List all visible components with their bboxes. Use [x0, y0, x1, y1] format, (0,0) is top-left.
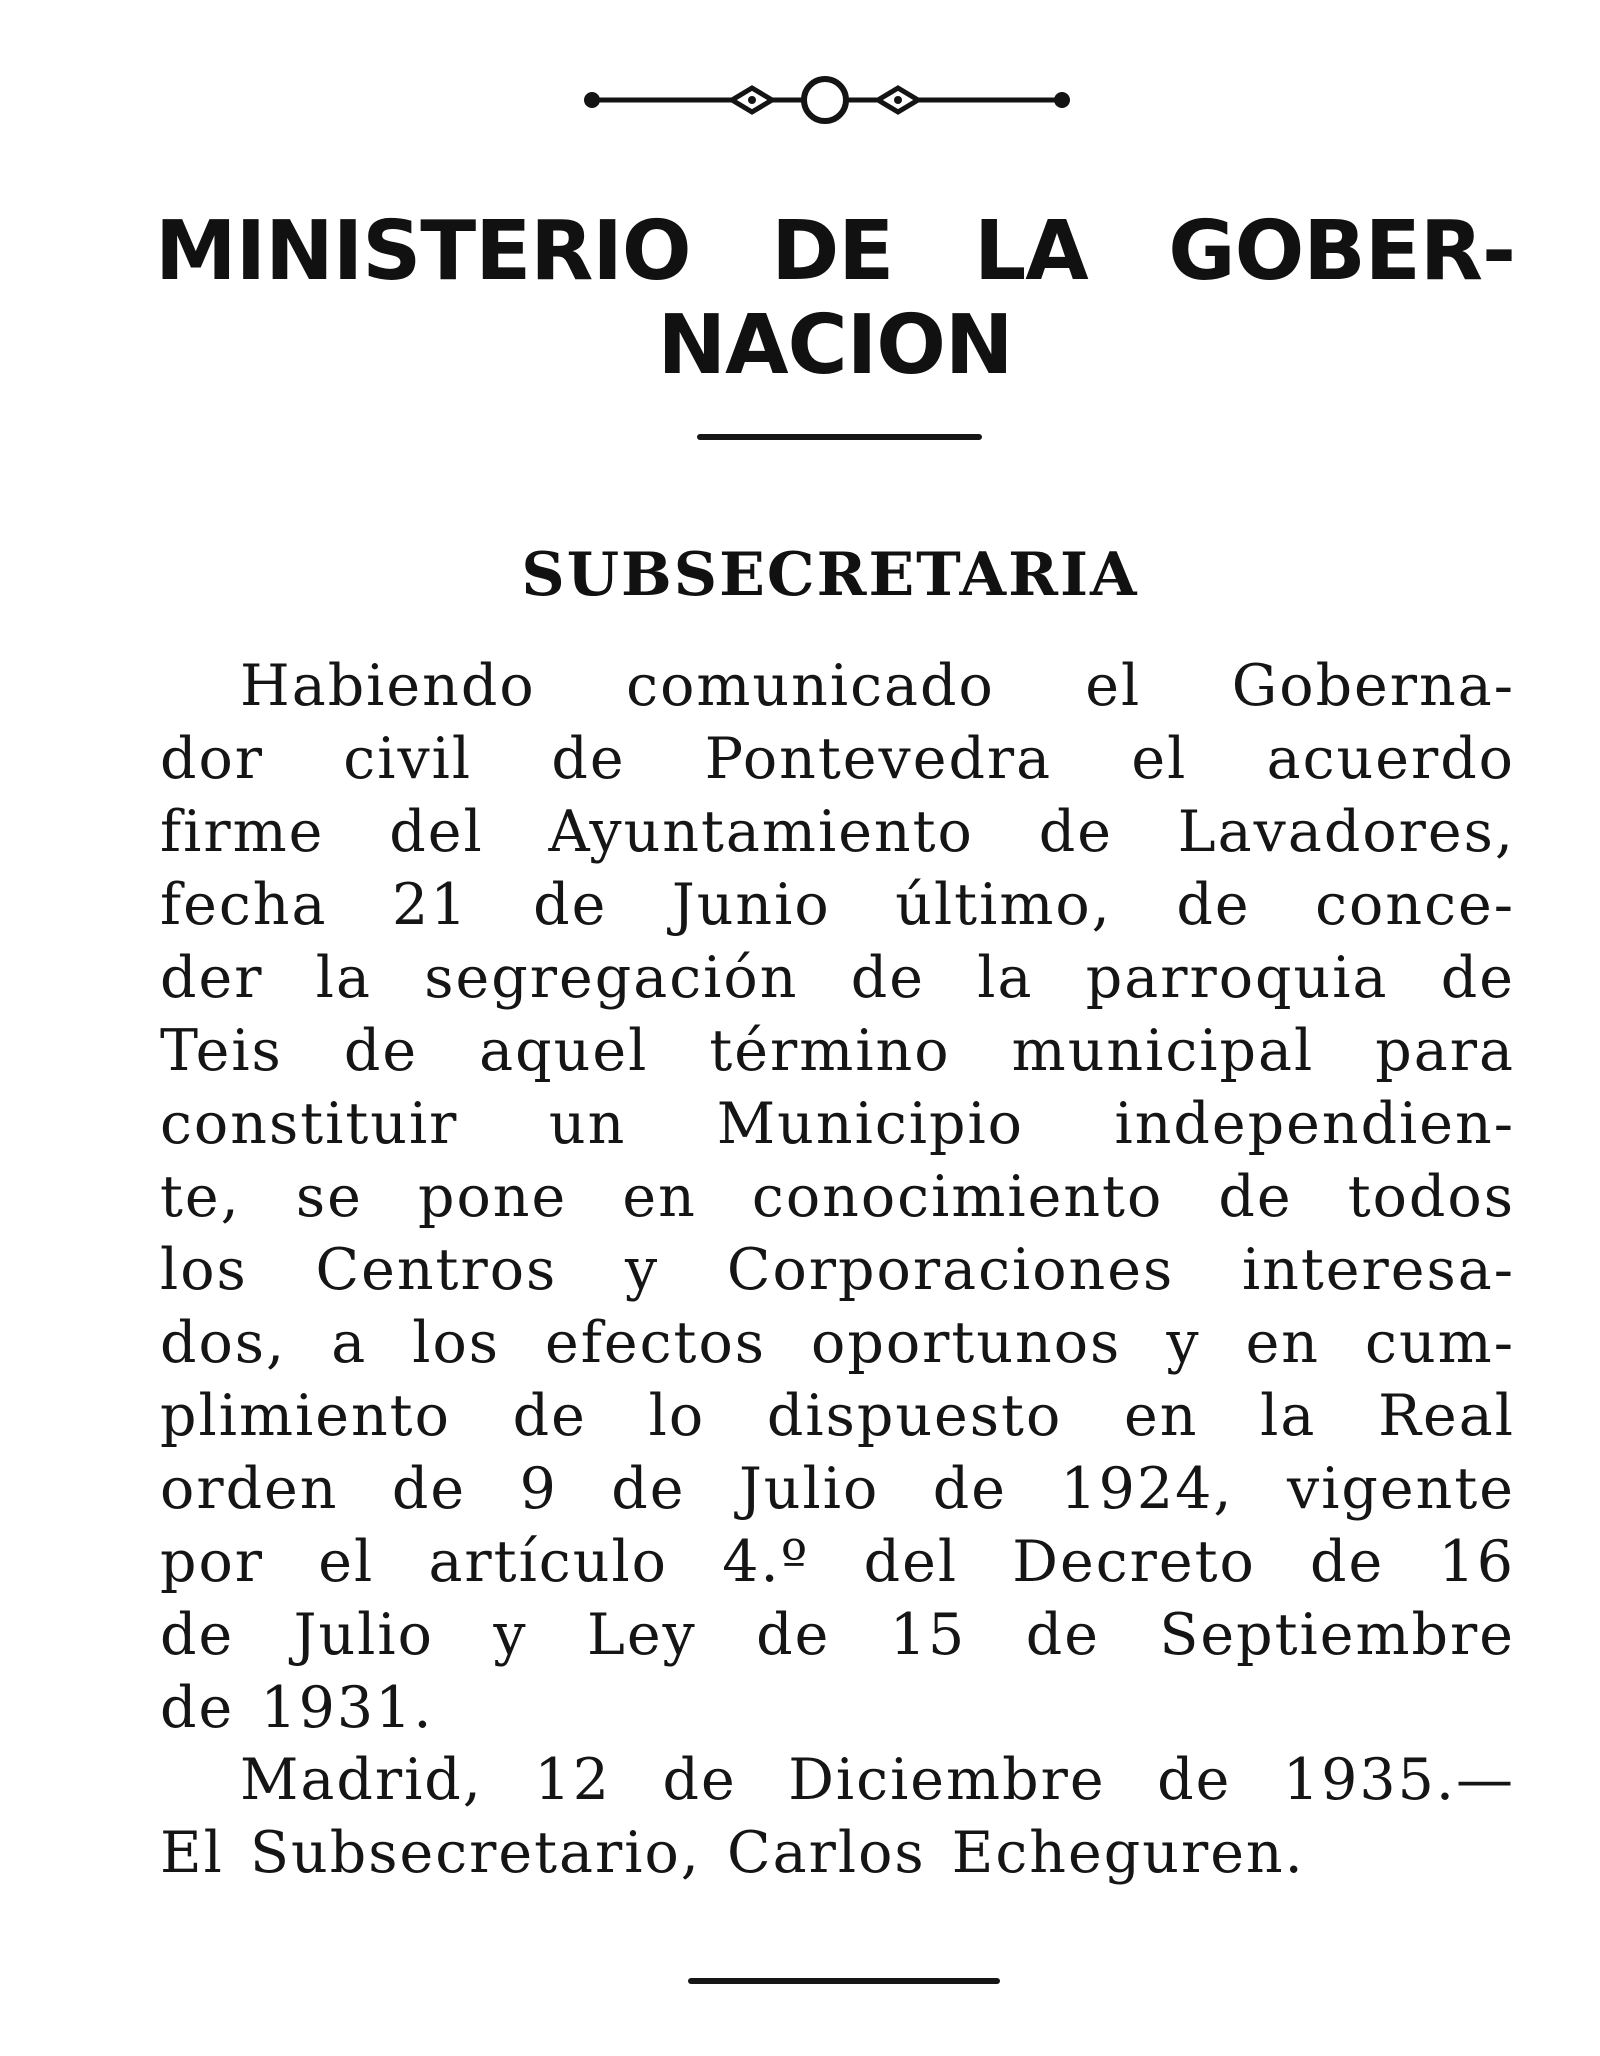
- ornament-divider-icon: [580, 72, 1100, 128]
- ministry-title-line-1: MINISTERIO DE LA GOBER-: [155, 204, 1515, 299]
- body-line: fecha 21 de Junio último, de conce-: [160, 872, 1515, 938]
- body-line: dor civil de Pontevedra el acuerdo: [160, 726, 1515, 792]
- body-line: constituir un Municipio independien-: [160, 1091, 1515, 1157]
- closing-date-line: Madrid, 12 de Diciembre de 1935.—: [240, 1747, 1515, 1813]
- section-title: SUBSECRETARIA: [521, 540, 1139, 610]
- body-line: te, se pone en conocimiento de todos: [160, 1164, 1515, 1230]
- body-line: orden de 9 de Julio de 1924, vigente: [160, 1456, 1515, 1522]
- ministry-title: [155, 205, 1515, 393]
- title-divider: [697, 434, 982, 440]
- body-line: der la segregación de la parroquia de: [160, 945, 1515, 1011]
- body-line: de Julio y Ley de 15 de Septiembre: [160, 1602, 1515, 1668]
- body-line: los Centros y Corporaciones interesa-: [160, 1237, 1515, 1303]
- end-divider: [688, 1978, 1000, 1984]
- closing-signatory-line: El Subsecretario, Carlos Echeguren.: [160, 1820, 1305, 1886]
- body-line: firme del Ayuntamiento de Lavadores,: [160, 799, 1515, 865]
- body-line: plimiento de lo dispuesto en la Real: [160, 1383, 1515, 1449]
- body-line: Teis de aquel término municipal para: [160, 1018, 1515, 1084]
- body-line: por el artículo 4.º del Decreto de 16: [160, 1529, 1515, 1595]
- body-line: de 1931.: [160, 1675, 434, 1741]
- body-line: Habiendo comunicado el Goberna-: [240, 653, 1515, 719]
- body-paragraph: [160, 650, 1515, 1745]
- ministry-title-line-2: NACION: [657, 298, 1013, 393]
- closing-signature: [160, 1744, 1515, 1890]
- body-line: dos, a los efectos oportunos y en cum-: [160, 1310, 1515, 1376]
